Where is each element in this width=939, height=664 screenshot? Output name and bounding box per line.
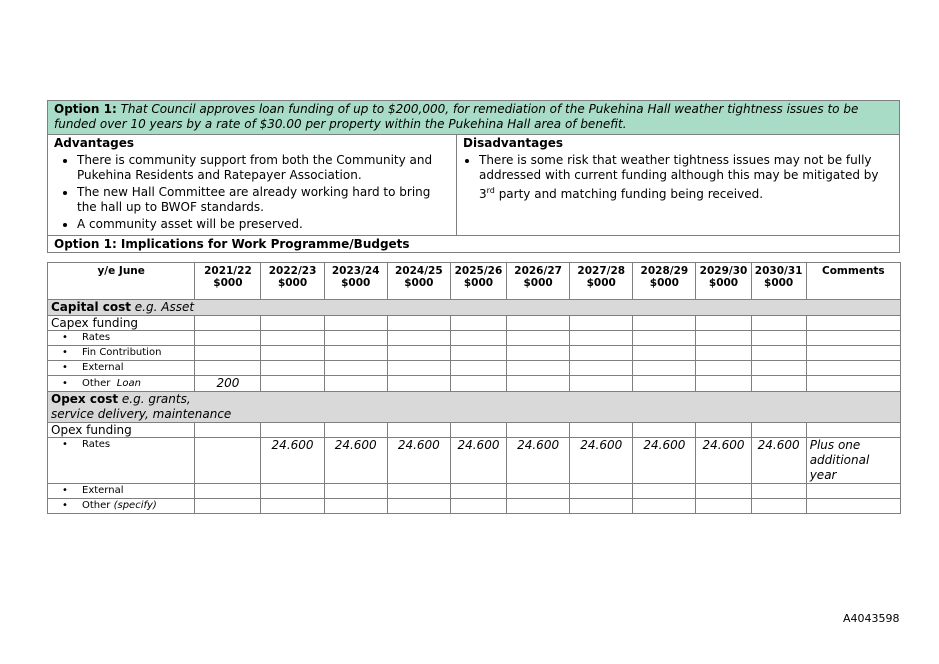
disadvantages-heading: Disadvantages (463, 136, 564, 150)
year-header: 2029/30 $000 (696, 263, 751, 300)
capex-external-label: • External (48, 361, 195, 376)
year-header: 2025/26 $000 (450, 263, 506, 300)
opex-rates-value: 24.600 (387, 438, 450, 484)
opex-rates-value: 24.600 (696, 438, 751, 484)
opex-rates-value: 24.600 (450, 438, 506, 484)
implications-heading: Option 1: Implications for Work Programme/Budgets (48, 236, 900, 253)
advantage-item: • A community asset will be preserved. (77, 217, 450, 232)
advantages-cell (48, 135, 457, 236)
capex-fin-contribution-label: • Fin Contribution (48, 346, 195, 361)
opex-rates-value: 24.600 (324, 438, 387, 484)
disadvantage-item: • There is some risk that weather tightness issues may not be fully addressed with current funding although this may be mitigated by 3rd party and matching funding being received. (479, 153, 893, 202)
option-heading (48, 101, 900, 135)
year-header: 2030/31 $000 (751, 263, 806, 300)
advantages-list (54, 153, 450, 232)
opex-rates-label: • Rates (48, 438, 195, 484)
col-ye-header: y/e June (48, 263, 195, 300)
finance-table (47, 262, 901, 514)
document-reference: A4043598 (843, 612, 900, 625)
opex-funding-label: Opex funding (48, 423, 195, 438)
opex-rates-value: 24.600 (751, 438, 806, 484)
year-header: 2026/27 $000 (507, 263, 570, 300)
option-table (47, 100, 900, 253)
capex-loan-value: 200 (195, 376, 261, 392)
year-header: 2028/29 $000 (633, 263, 696, 300)
advantages-heading: Advantages (54, 136, 135, 150)
disadvantages-list (463, 153, 893, 202)
opex-rates-comment: Plus one additional year (806, 438, 900, 484)
year-header: 2022/23 $000 (261, 263, 324, 300)
capex-funding-label: Capex funding (48, 316, 195, 331)
opex-external-label: • External (48, 484, 195, 499)
year-header: 2024/25 $000 (387, 263, 450, 300)
year-header: 2023/24 $000 (324, 263, 387, 300)
opex-rates-value: 24.600 (261, 438, 324, 484)
opex-cost-section: Opex cost e.g. grants, service delivery, maintenance (48, 392, 901, 423)
capex-other-label: • Other Loan (48, 376, 195, 392)
option-label: Option 1: (54, 102, 117, 116)
advantage-item: • There is community support from both the Community and Pukehina Residents and Ratepayer Association. (77, 153, 450, 183)
option-text: That Council approves loan funding of up to $200,000, for remediation of the Pukehina Hall weather tightness issues to be funded over 10 years by a rate of $30.00 per property within the Pukehina Hall area of benefit. (54, 102, 859, 131)
disadvantages-cell (457, 135, 900, 236)
year-header: 2027/28 $000 (570, 263, 633, 300)
opex-rates-value: 24.600 (633, 438, 696, 484)
year-header: 2021/22 $000 (195, 263, 261, 300)
opex-rates-value: 24.600 (570, 438, 633, 484)
capital-cost-section: Capital cost e.g. Asset (48, 300, 901, 316)
capex-rates-label: • Rates (48, 331, 195, 346)
advantage-item: • The new Hall Committee are already working hard to bring the hall up to BWOF standards. (77, 185, 450, 215)
opex-rates-value: 24.600 (507, 438, 570, 484)
comments-header: Comments (806, 263, 900, 300)
opex-other-label: • Other (specify) (48, 499, 195, 514)
